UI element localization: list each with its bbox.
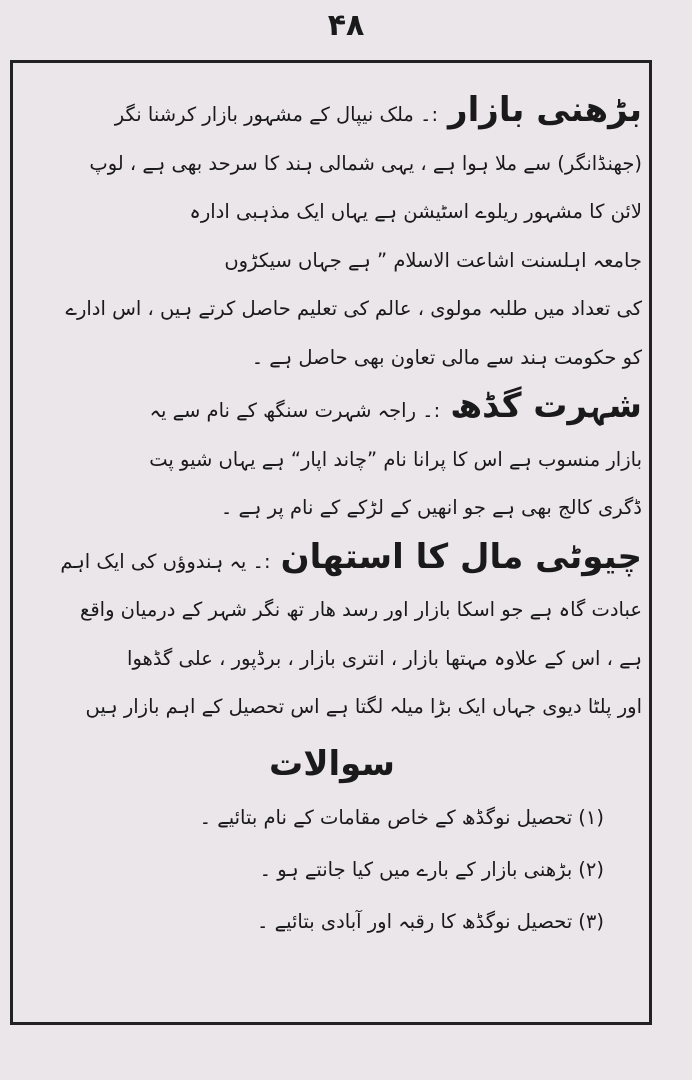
question-number: (۳)	[578, 909, 604, 933]
paragraph-text: :۔ ملک نیپال کے مشہور بازار کرشنا نگر	[114, 103, 439, 126]
paragraph-text: :۔ یہ ہندوؤں کی ایک اہم	[60, 549, 271, 573]
paragraph-text: :۔ راجہ شہرت سنگھ کے نام سے یہ	[149, 399, 441, 422]
question-item	[22, 896, 642, 948]
page-number: ۴۸	[327, 8, 365, 43]
section-heading: شہرت گڈھ	[450, 386, 642, 426]
questions-list	[22, 792, 642, 948]
paragraph-line: کی تعداد میں طلبہ مولوی ، عالم کی تعلیم حاصل کرتے ہیں ، اس ادارے	[65, 297, 642, 320]
question-number: (۲)	[578, 857, 604, 881]
section-barhni-bazar	[22, 86, 642, 382]
paragraph-line: اور پلٹا دیوی جہاں ایک بڑا میلہ لگتا ہے اس تحصیل کے اہم بازار ہیں	[85, 695, 642, 718]
paragraph-line: کو حکومت ہند سے مالی تعاون بھی حاصل ہے ۔	[251, 345, 642, 369]
paragraph-line: عبادت گاہ ہے جو اسکا بازار اور رسد ھار تھ نگر شہر کے درمیان واقع	[79, 598, 642, 621]
paragraph-line	[22, 382, 642, 436]
section-heading: بڑھنی بازار	[448, 90, 642, 130]
paragraph-line: ہے ، اس کے علاوہ مہتھا بازار ، انتری بازار ، برڈپور ، علی گڈھوا	[127, 646, 642, 670]
question-text: تحصیل نوگڈھ کے خاص مقامات کے نام بتائیے ۔	[199, 805, 573, 829]
questions-title: سوالات	[269, 743, 395, 784]
paragraph-line: ڈگری کالج بھی ہے جو انھیں کے لڑکے کے نام پر ہے ۔	[220, 496, 642, 519]
question-item	[22, 792, 642, 844]
paragraph-line: (جھنڈانگر) سے ملا ہوا ہے ، یہی شمالی ہند کا سرحد بھی ہے ، لوپ	[89, 151, 642, 175]
page-content	[22, 86, 642, 948]
question-text: بڑھنی بازار کے بارے میں کیا جانتے ہو ۔	[259, 857, 573, 881]
question-item	[22, 844, 642, 896]
section-heading: چیوٹی مال کا استھان	[280, 536, 642, 577]
paragraph-line	[22, 86, 642, 140]
paragraph-line: بازار منسوب ہے اس کا پرانا نام ”چاند اپار“ ہے یہاں شیو پت	[149, 447, 642, 471]
question-text: تحصیل نوگڈھ کا رقبہ اور آبادی بتائیے ۔	[257, 909, 573, 933]
paragraph-line: جامعہ اہلسنت اشاعت الاسلام ” ہے جہاں سیکڑوں	[224, 248, 642, 272]
section-chewti-mal	[22, 533, 642, 732]
paragraph-line: لائن کا مشہور ریلوے اسٹیشن ہے یہاں ایک مذہبی ادارہ	[189, 200, 642, 223]
paragraph-line	[22, 533, 642, 587]
section-shohrat-garh	[22, 382, 642, 533]
question-number: (۱)	[578, 805, 604, 829]
